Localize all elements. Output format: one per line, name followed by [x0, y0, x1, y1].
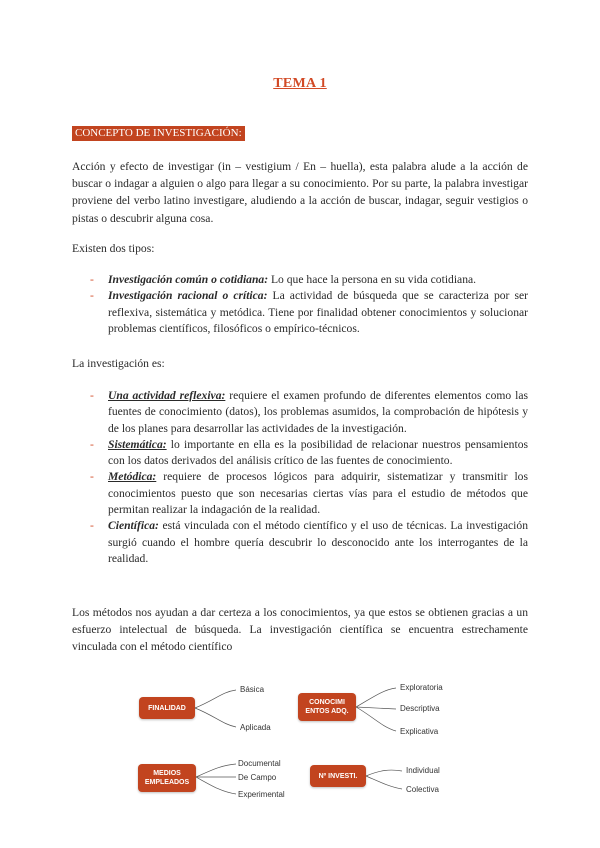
diagram-leaf: Descriptiva	[400, 704, 440, 713]
bullet-dash: -	[90, 470, 94, 484]
features-intro: La investigación es:	[72, 357, 165, 370]
list-term: Una actividad reflexiva:	[108, 389, 226, 402]
medios-box: MEDIOS EMPLEADOS	[138, 764, 196, 792]
connector-line	[366, 770, 402, 776]
conocimientos-box: CONOCIMI ENTOS ADQ.	[298, 693, 356, 721]
bullet-dash: -	[90, 437, 94, 451]
diagram-leaf: Exploratoria	[400, 683, 443, 692]
diagram-leaf: Explicativa	[400, 727, 439, 736]
list-term: Sistemática:	[108, 437, 167, 451]
intro-paragraph: Acción y efecto de investigar (in – vestigium / En – huella), esta palabra alude a la acción de buscar o indagar a alguien o algo para llegar a su conocimiento. Por su parte, la palabra investigar proviene del verbo latino investigare, aludiendo a la acción de buscar, indagar, seguir vestigios o pistas o descubrir alguna cosa.	[72, 160, 528, 225]
bullet-dash: -	[90, 289, 94, 303]
bullet-dash: -	[90, 389, 94, 402]
list-text: lo importante en ella es la posibilidad de relacionar nuestros pensamientos con los datos derivados del análisis crítico de las fuentes de conocimiento.	[108, 437, 528, 468]
bullet-dash: -	[90, 273, 94, 286]
connector-line	[366, 776, 402, 789]
list-text: está vinculada con el método científico y el uso de técnicas. La investigación surgió cuando el hombre quería descubrir lo desconocido ante los interrogantes de la realidad.	[108, 519, 528, 565]
section-heading: CONCEPTO DE INVESTIGACIÓN:	[72, 126, 245, 141]
finalidad-box: FINALIDAD	[139, 697, 195, 719]
diagram-leaf: Colectiva	[406, 785, 439, 794]
connector-line	[356, 707, 396, 709]
diagram-leaf: Documental	[238, 759, 281, 768]
list-term: Metódica:	[108, 470, 157, 484]
list-term: Científica:	[108, 519, 159, 533]
investigadores-box: Nº INVESTI.	[310, 765, 366, 787]
list-term: Investigación racional o crítica:	[108, 289, 268, 303]
list-text: requiere el examen profundo de diferentes elementos como las fuentes de conocimiento (datos), los problemas asumidos, la comprobación de hipótesis y de los planes para desarrollar las actividades de la investigación.	[108, 389, 528, 435]
closing-paragraph: Los métodos nos ayudan a dar certeza a los conocimientos, ya que estos se obtienen gracias a un esfuerzo intelectual de búsqueda. La investigación científica se encuentra estrechamente vinculada con el método científico	[72, 606, 528, 654]
diagram-leaf: De Campo	[238, 773, 277, 782]
diagram-leaf: Experimental	[238, 790, 285, 799]
list-text: La actividad de búsqueda que se caracteriza por ser reflexiva, sistemática y metódica. Tiene por finalidad obtener conocimientos y solucionar problemas científicos, filosóficos o empírico-técnicos.	[108, 289, 528, 335]
list-text: requiere de procesos lógicos para adquirir, sistematizar y transmitir los conocimientos puesto que son necesarias ciertas vías para el estudio de métodos que permitan realizar la indagación de la realidad.	[108, 470, 528, 517]
diagram-leaf: Individual	[406, 766, 440, 775]
list-text: Lo que hace la persona en su vida cotidiana.	[268, 273, 477, 286]
connector-line	[356, 707, 396, 731]
types-intro: Existen dos tipos:	[72, 242, 155, 255]
diagram-leaf: Aplicada	[240, 723, 271, 732]
bullet-dash: -	[90, 519, 94, 533]
page-title: TEMA 1	[273, 76, 327, 91]
connector-line	[356, 688, 396, 707]
list-term: Investigación común o cotidiana:	[108, 273, 269, 286]
connector-line	[195, 690, 236, 708]
connector-line	[195, 708, 236, 727]
diagram-leaf: Básica	[240, 685, 265, 694]
connector-line	[196, 764, 236, 777]
connector-line	[196, 777, 236, 794]
